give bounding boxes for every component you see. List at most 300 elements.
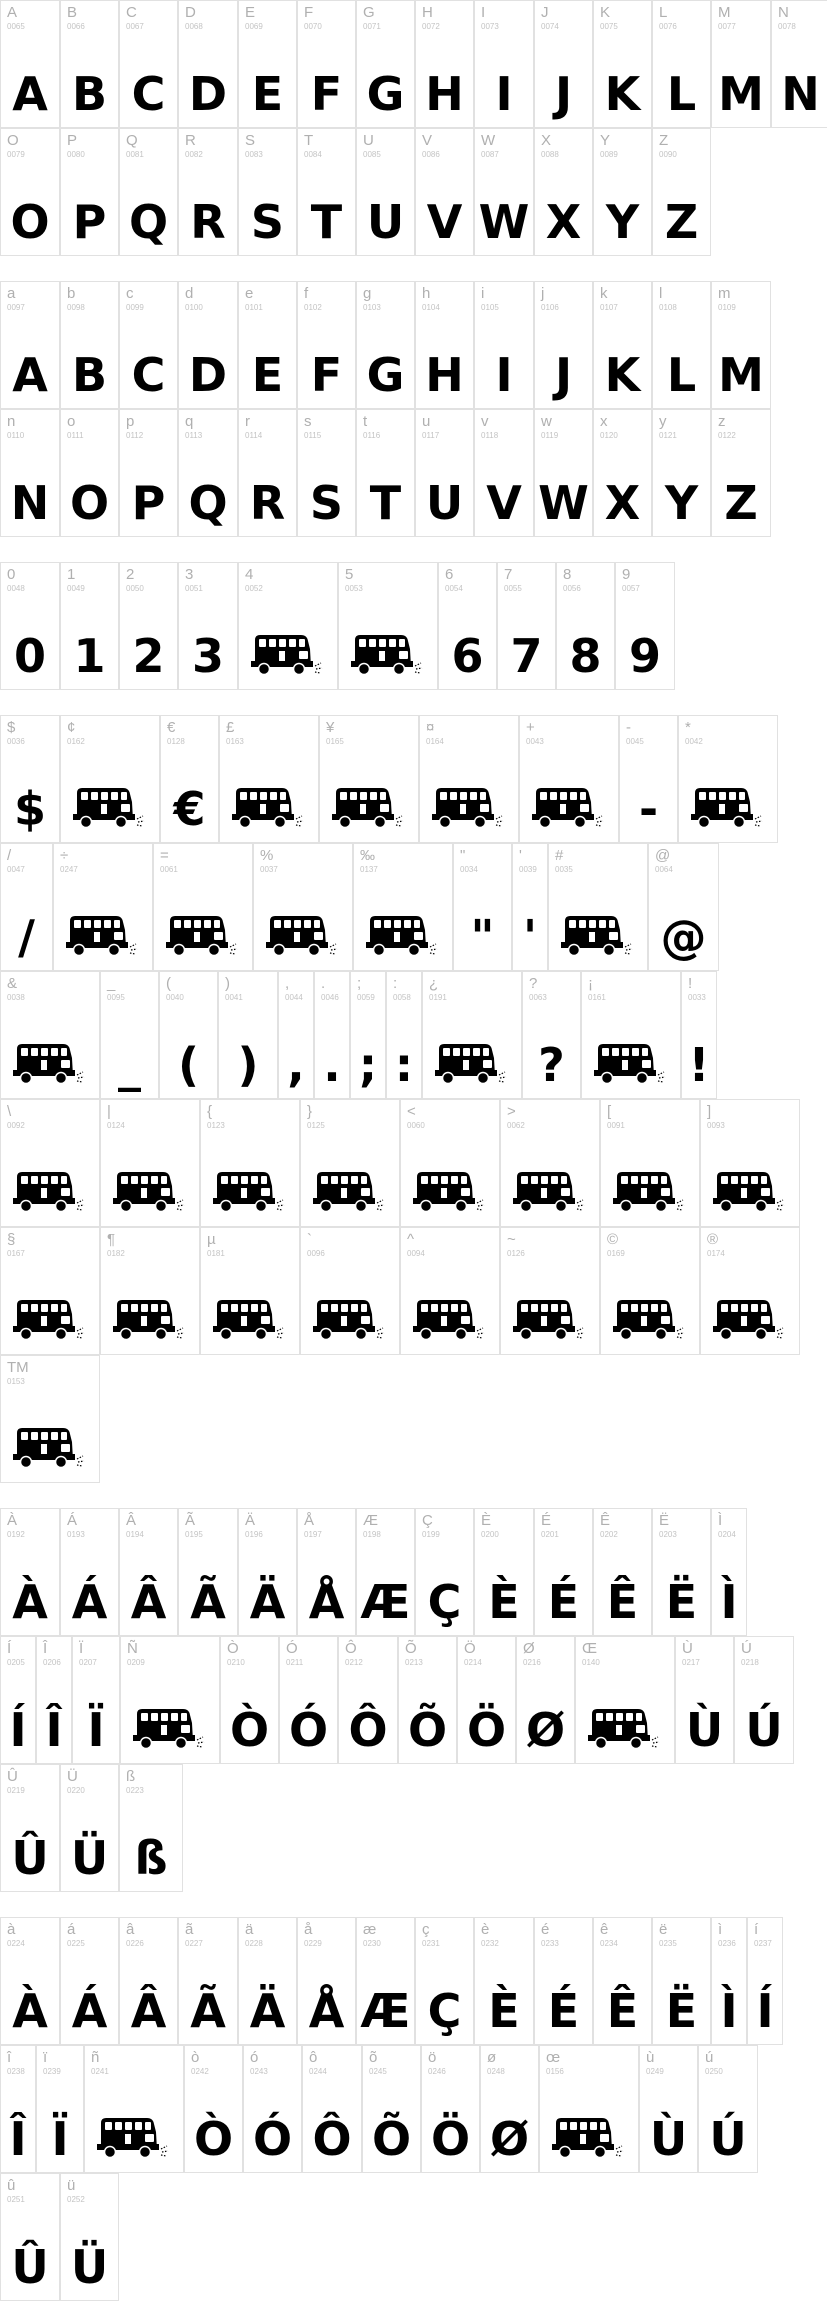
glyph-cell bbox=[681, 971, 717, 1099]
glyph-sample: Î bbox=[45, 1703, 63, 1757]
double-decker-bus-icon bbox=[164, 914, 242, 958]
character-label: Í bbox=[7, 1640, 12, 1657]
character-code: 0042 bbox=[685, 737, 703, 746]
double-decker-bus-icon bbox=[611, 1170, 689, 1214]
glyph-sample: / bbox=[18, 910, 35, 964]
glyph-cell bbox=[512, 843, 548, 971]
character-code: 0080 bbox=[67, 150, 85, 159]
character-code: 0203 bbox=[659, 1530, 677, 1539]
character-label: e bbox=[245, 285, 254, 302]
character-label: O bbox=[7, 132, 19, 149]
double-decker-bus-icon bbox=[64, 914, 142, 958]
glyph-cell bbox=[600, 1099, 700, 1227]
character-code: 0117 bbox=[422, 431, 440, 440]
glyph-sample: Ù bbox=[685, 1703, 724, 1757]
character-code: 0121 bbox=[659, 431, 677, 440]
character-label: Ä bbox=[245, 1512, 256, 1529]
glyph-cell bbox=[218, 971, 278, 1099]
glyph-sample: Ã bbox=[190, 1984, 226, 2038]
character-code: 0052 bbox=[245, 584, 263, 593]
character-code: 0207 bbox=[79, 1658, 97, 1667]
glyph-cell bbox=[314, 971, 350, 1099]
character-label: o bbox=[67, 413, 76, 430]
glyph-sample: Ê bbox=[606, 1984, 639, 2038]
character-code: 0065 bbox=[7, 22, 25, 31]
character-label: Ò bbox=[227, 1640, 239, 1657]
character-code: 0226 bbox=[126, 1939, 144, 1948]
character-code: 0228 bbox=[245, 1939, 263, 1948]
glyph-cell bbox=[119, 128, 178, 256]
character-code: 0046 bbox=[321, 993, 339, 1002]
character-label: ï bbox=[43, 2049, 48, 2066]
character-label: X bbox=[541, 132, 552, 149]
character-code: 0236 bbox=[718, 1939, 736, 1948]
character-code: 0112 bbox=[126, 431, 144, 440]
glyph-sample: E bbox=[251, 348, 284, 402]
character-code: 0246 bbox=[428, 2067, 446, 2076]
character-code: 0058 bbox=[393, 993, 411, 1002]
glyph-sample: È bbox=[488, 1575, 520, 1629]
glyph-sample: É bbox=[547, 1984, 580, 2038]
character-label: Ü bbox=[67, 1768, 78, 1785]
character-code: 0241 bbox=[91, 2067, 109, 2076]
glyph-cell bbox=[652, 281, 711, 409]
character-code: 0163 bbox=[226, 737, 244, 746]
character-code: 0235 bbox=[659, 1939, 677, 1948]
glyph-sample: Ã bbox=[190, 1575, 226, 1629]
character-label: û bbox=[7, 2177, 16, 2194]
glyph-sample: Æ bbox=[360, 1575, 411, 1629]
glyph-cell bbox=[302, 2045, 362, 2173]
glyph-cell bbox=[356, 0, 415, 128]
character-label: > bbox=[507, 1103, 516, 1120]
glyph-sample: H bbox=[425, 67, 464, 121]
glyph-cell bbox=[698, 2045, 758, 2173]
double-decker-bus-icon bbox=[430, 786, 508, 830]
character-label: ô bbox=[309, 2049, 318, 2066]
glyph-cell bbox=[400, 1099, 500, 1227]
glyph-sample: À bbox=[12, 1984, 48, 2038]
character-label: w bbox=[541, 413, 552, 430]
glyph-cell bbox=[652, 0, 711, 128]
glyph-cell bbox=[711, 0, 771, 128]
character-label: å bbox=[304, 1921, 313, 1938]
glyph-cell bbox=[297, 128, 356, 256]
glyph-cell bbox=[593, 128, 652, 256]
glyph-cell bbox=[238, 1508, 297, 1636]
character-code: 0057 bbox=[622, 584, 640, 593]
character-code: 0232 bbox=[481, 1939, 499, 1948]
character-label: y bbox=[659, 413, 667, 430]
double-decker-bus-icon bbox=[111, 1298, 189, 1342]
character-label: Ë bbox=[659, 1512, 670, 1529]
character-code: 0073 bbox=[481, 22, 499, 31]
character-code: 0223 bbox=[126, 1786, 144, 1795]
glyph-sample: D bbox=[188, 348, 228, 402]
glyph-cell bbox=[0, 1099, 100, 1227]
character-code: 0116 bbox=[363, 431, 381, 440]
glyph-sample: Û bbox=[11, 2240, 49, 2294]
character-code: 0105 bbox=[481, 303, 499, 312]
character-label: & bbox=[7, 975, 18, 992]
double-decker-bus-icon bbox=[11, 1426, 89, 1470]
glyph-sample: Ë bbox=[665, 1984, 698, 2038]
character-code: 0071 bbox=[363, 22, 381, 31]
glyph-sample: 9 bbox=[628, 629, 661, 683]
glyph-cell bbox=[581, 971, 681, 1099]
character-label: } bbox=[307, 1103, 313, 1120]
character-code: 0224 bbox=[7, 1939, 25, 1948]
glyph-cell bbox=[60, 2173, 119, 2301]
character-label: £ bbox=[226, 719, 235, 736]
character-label: 0 bbox=[7, 566, 16, 583]
glyph-cell bbox=[711, 1917, 747, 2045]
double-decker-bus-icon bbox=[349, 633, 427, 677]
character-label: ß bbox=[126, 1768, 136, 1785]
character-label: $ bbox=[7, 719, 16, 736]
glyph-sample: Ú bbox=[745, 1703, 783, 1757]
character-code: 0243 bbox=[250, 2067, 268, 2076]
double-decker-bus-icon bbox=[689, 786, 767, 830]
character-code: 0248 bbox=[487, 2067, 505, 2076]
character-label: ~ bbox=[507, 1231, 516, 1248]
character-label: s bbox=[304, 413, 312, 430]
character-label: 5 bbox=[345, 566, 354, 583]
character-code: 0123 bbox=[207, 1121, 225, 1130]
glyph-cell bbox=[548, 843, 648, 971]
glyph-cell bbox=[178, 1917, 238, 2045]
double-decker-bus-icon bbox=[433, 1042, 511, 1086]
glyph-cell bbox=[0, 843, 53, 971]
double-decker-bus-icon bbox=[11, 1298, 89, 1342]
character-label: b bbox=[67, 285, 76, 302]
glyph-cell bbox=[220, 1636, 279, 1764]
glyph-sample: Z bbox=[724, 476, 758, 530]
glyph-sample: N bbox=[781, 67, 820, 121]
character-label: Ç bbox=[422, 1512, 433, 1529]
character-label: j bbox=[541, 285, 545, 302]
glyph-sample: P bbox=[72, 195, 107, 249]
character-code: 0081 bbox=[126, 150, 144, 159]
character-code: 0067 bbox=[126, 22, 144, 31]
glyph-cell bbox=[593, 1508, 652, 1636]
character-label: © bbox=[607, 1231, 619, 1248]
glyph-cell bbox=[0, 1508, 60, 1636]
glyph-sample: F bbox=[310, 348, 343, 402]
character-code: 0086 bbox=[422, 150, 440, 159]
character-label: Ù bbox=[682, 1640, 693, 1657]
character-code: 0201 bbox=[541, 1530, 559, 1539]
character-code: 0040 bbox=[166, 993, 184, 1002]
character-label: M bbox=[718, 4, 731, 21]
glyph-cell bbox=[200, 1227, 300, 1355]
character-label: Ï bbox=[79, 1640, 84, 1657]
character-code: 0106 bbox=[541, 303, 559, 312]
character-label: Ø bbox=[523, 1640, 535, 1657]
character-code: 0068 bbox=[185, 22, 203, 31]
character-label: ‰ bbox=[360, 847, 375, 864]
glyph-cell bbox=[652, 128, 711, 256]
glyph-cell bbox=[497, 562, 556, 690]
glyph-cell bbox=[178, 562, 238, 690]
glyph-cell bbox=[120, 1636, 220, 1764]
glyph-sample: ( bbox=[177, 1038, 200, 1092]
glyph-sample: O bbox=[69, 476, 110, 530]
character-label: Ì bbox=[718, 1512, 723, 1529]
glyph-sample: M bbox=[718, 348, 764, 402]
glyph-sample: Q bbox=[188, 476, 228, 530]
glyph-cell bbox=[415, 0, 474, 128]
character-code: 0103 bbox=[363, 303, 381, 312]
glyph-sample: 2 bbox=[132, 629, 165, 683]
glyph-sample: A bbox=[12, 348, 48, 402]
glyph-sample: Y bbox=[605, 195, 640, 249]
character-code: 0066 bbox=[67, 22, 85, 31]
glyph-cell bbox=[36, 2045, 84, 2173]
character-code: 0041 bbox=[225, 993, 243, 1002]
glyph-sample: Õ bbox=[407, 1703, 448, 1757]
character-code: 0162 bbox=[67, 737, 85, 746]
character-code: 0048 bbox=[7, 584, 25, 593]
glyph-sample: X bbox=[604, 476, 641, 530]
character-label: A bbox=[7, 4, 18, 21]
glyph-cell bbox=[353, 843, 453, 971]
character-code: 0113 bbox=[185, 431, 203, 440]
glyph-cell bbox=[0, 1355, 100, 1483]
character-code: 0251 bbox=[7, 2195, 25, 2204]
glyph-sample: _ bbox=[118, 1038, 141, 1092]
character-code: 0250 bbox=[705, 2067, 723, 2076]
glyph-sample: Á bbox=[71, 1575, 108, 1629]
character-label: Î bbox=[43, 1640, 48, 1657]
character-label: 3 bbox=[185, 566, 194, 583]
glyph-sample: Ç bbox=[427, 1575, 462, 1629]
character-label: î bbox=[7, 2049, 12, 2066]
glyph-cell bbox=[219, 715, 319, 843]
glyph-sample: N bbox=[10, 476, 50, 530]
glyph-sample: É bbox=[547, 1575, 580, 1629]
character-label: 8 bbox=[563, 566, 572, 583]
character-code: 0085 bbox=[363, 150, 381, 159]
character-label: ) bbox=[225, 975, 230, 992]
character-code: 0060 bbox=[407, 1121, 425, 1130]
double-decker-bus-icon bbox=[211, 1170, 289, 1214]
character-code: 0101 bbox=[245, 303, 263, 312]
glyph-sample: Á bbox=[71, 1984, 108, 2038]
character-label: v bbox=[481, 413, 489, 430]
glyph-sample: 3 bbox=[191, 629, 224, 683]
double-decker-bus-icon bbox=[411, 1298, 489, 1342]
glyph-cell bbox=[0, 715, 60, 843]
character-code: 0070 bbox=[304, 22, 322, 31]
glyph-cell bbox=[474, 0, 534, 128]
glyph-cell bbox=[415, 1508, 474, 1636]
character-label: H bbox=[422, 4, 433, 21]
glyph-cell bbox=[60, 128, 119, 256]
character-code: 0094 bbox=[407, 1249, 425, 1258]
glyph-sample: G bbox=[366, 348, 405, 402]
character-label: , bbox=[285, 975, 290, 992]
character-label: I bbox=[481, 4, 486, 21]
double-decker-bus-icon bbox=[586, 1707, 664, 1751]
glyph-cell bbox=[0, 409, 60, 537]
character-label: - bbox=[626, 719, 631, 736]
glyph-cell bbox=[675, 1636, 734, 1764]
character-code: 0219 bbox=[7, 1786, 25, 1795]
glyph-cell bbox=[652, 1917, 711, 2045]
glyph-cell bbox=[60, 0, 119, 128]
glyph-sample: A bbox=[12, 67, 48, 121]
glyph-cell bbox=[0, 2173, 60, 2301]
glyph-cell bbox=[534, 1508, 593, 1636]
character-label: ü bbox=[67, 2177, 76, 2194]
glyph-cell bbox=[593, 1917, 652, 2045]
character-code: 0244 bbox=[309, 2067, 327, 2076]
character-label: l bbox=[659, 285, 663, 302]
glyph-cell bbox=[678, 715, 778, 843]
character-code: 0238 bbox=[7, 2067, 25, 2076]
glyph-sample: ? bbox=[538, 1038, 565, 1092]
character-code: 0211 bbox=[286, 1658, 304, 1667]
character-code: 0206 bbox=[43, 1658, 61, 1667]
glyph-cell bbox=[652, 409, 711, 537]
character-code: 0061 bbox=[160, 865, 178, 874]
glyph-sample: V bbox=[486, 476, 522, 530]
character-label: ñ bbox=[91, 2049, 100, 2066]
character-code: 0109 bbox=[718, 303, 736, 312]
character-label: | bbox=[107, 1103, 111, 1120]
glyph-sample: Â bbox=[130, 1984, 167, 2038]
glyph-cell bbox=[297, 281, 356, 409]
character-label: : bbox=[393, 975, 398, 992]
character-code: 0124 bbox=[107, 1121, 125, 1130]
glyph-sample: Í bbox=[756, 1984, 774, 2038]
glyph-cell bbox=[0, 281, 60, 409]
character-label: # bbox=[555, 847, 564, 864]
character-label: t bbox=[363, 413, 368, 430]
character-code: 0202 bbox=[600, 1530, 618, 1539]
character-label: J bbox=[541, 4, 549, 21]
character-code: 0161 bbox=[588, 993, 606, 1002]
character-label: 1 bbox=[67, 566, 76, 583]
glyph-sample: Ö bbox=[430, 2112, 471, 2166]
character-code: 0169 bbox=[607, 1249, 625, 1258]
character-code: 0038 bbox=[7, 993, 25, 1002]
glyph-sample: $ bbox=[13, 782, 46, 836]
character-code: 0225 bbox=[67, 1939, 85, 1948]
double-decker-bus-icon bbox=[264, 914, 342, 958]
glyph-sample: 0 bbox=[13, 629, 46, 683]
character-code: 0102 bbox=[304, 303, 322, 312]
glyph-cell bbox=[119, 281, 178, 409]
character-code: 0056 bbox=[563, 584, 581, 593]
character-code: 0126 bbox=[507, 1249, 525, 1258]
double-decker-bus-icon bbox=[11, 1170, 89, 1214]
character-code: 0090 bbox=[659, 150, 677, 159]
glyph-cell bbox=[60, 1508, 119, 1636]
character-label: Ö bbox=[464, 1640, 476, 1657]
glyph-cell bbox=[534, 281, 593, 409]
character-code: 0237 bbox=[754, 1939, 772, 1948]
glyph-sample: Ô bbox=[312, 2112, 352, 2166]
character-code: 0245 bbox=[369, 2067, 387, 2076]
character-code: 0218 bbox=[741, 1658, 759, 1667]
glyph-sample: U bbox=[366, 195, 405, 249]
character-label: ú bbox=[705, 2049, 714, 2066]
glyph-sample: G bbox=[366, 67, 405, 121]
character-label: Â bbox=[126, 1512, 137, 1529]
glyph-sample: 1 bbox=[73, 629, 106, 683]
glyph-cell bbox=[0, 562, 60, 690]
character-label: . bbox=[321, 975, 326, 992]
character-label: V bbox=[422, 132, 433, 149]
glyph-cell bbox=[238, 128, 297, 256]
glyph-cell bbox=[238, 409, 297, 537]
character-label: K bbox=[600, 4, 611, 21]
character-label: 2 bbox=[126, 566, 135, 583]
character-code: 0164 bbox=[426, 737, 444, 746]
glyph-sample: È bbox=[488, 1984, 520, 2038]
character-code: 0036 bbox=[7, 737, 25, 746]
glyph-sample: T bbox=[369, 476, 402, 530]
character-label: n bbox=[7, 413, 16, 430]
character-code: 0064 bbox=[655, 865, 673, 874]
character-label: ( bbox=[166, 975, 171, 992]
glyph-cell bbox=[474, 281, 534, 409]
glyph-cell bbox=[238, 281, 297, 409]
double-decker-bus-icon bbox=[711, 1298, 789, 1342]
character-label: Ê bbox=[600, 1512, 611, 1529]
character-code: 0156 bbox=[546, 2067, 564, 2076]
character-label: h bbox=[422, 285, 431, 302]
double-decker-bus-icon bbox=[511, 1298, 589, 1342]
character-code: 0140 bbox=[582, 1658, 600, 1667]
glyph-sample: J bbox=[554, 348, 573, 402]
character-label: E bbox=[245, 4, 256, 21]
character-label: ' bbox=[519, 847, 522, 864]
glyph-sample: Ü bbox=[70, 2240, 109, 2294]
glyph-cell bbox=[0, 1917, 60, 2045]
glyph-sample: 7 bbox=[510, 629, 543, 683]
glyph-cell bbox=[60, 715, 160, 843]
character-code: 0075 bbox=[600, 22, 618, 31]
glyph-sample: 8 bbox=[569, 629, 602, 683]
glyph-cell bbox=[153, 843, 253, 971]
glyph-sample: R bbox=[190, 195, 226, 249]
glyph-sample: Ó bbox=[252, 2112, 293, 2166]
glyph-cell bbox=[474, 409, 534, 537]
character-label: * bbox=[685, 719, 691, 736]
character-label: æ bbox=[363, 1921, 377, 1938]
glyph-cell bbox=[0, 0, 60, 128]
glyph-cell bbox=[415, 1917, 474, 2045]
character-code: 0118 bbox=[481, 431, 499, 440]
glyph-cell bbox=[619, 715, 678, 843]
character-label: = bbox=[160, 847, 169, 864]
character-label: S bbox=[245, 132, 256, 149]
glyph-cell bbox=[711, 1508, 747, 1636]
glyph-cell bbox=[184, 2045, 243, 2173]
character-code: 0209 bbox=[127, 1658, 145, 1667]
character-code: 0088 bbox=[541, 150, 559, 159]
glyph-cell bbox=[457, 1636, 516, 1764]
character-label: í bbox=[754, 1921, 759, 1938]
glyph-sample: T bbox=[310, 195, 343, 249]
glyph-cell bbox=[100, 1227, 200, 1355]
glyph-sample: W bbox=[538, 476, 589, 530]
double-decker-bus-icon bbox=[71, 786, 149, 830]
character-code: 0034 bbox=[460, 865, 478, 874]
